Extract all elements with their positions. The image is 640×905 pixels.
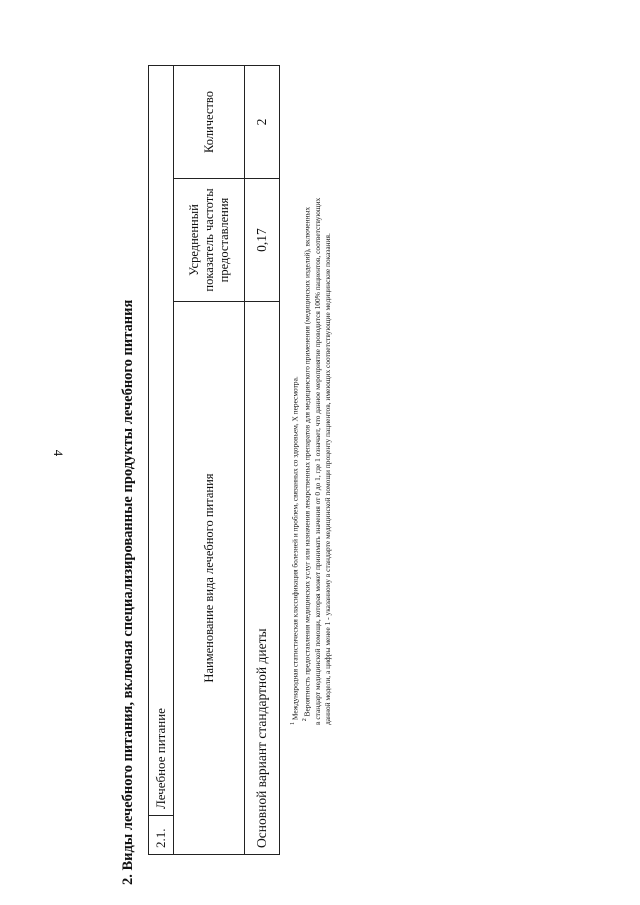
section-row	[149, 66, 174, 855]
footnote-1-text: Международная статистическая классификация болезней и проблем, связанных со здоровьем, X пересмотра.	[290, 376, 300, 721]
section-title: 2. Виды лечебного питания, включая специализированные продукты лечебного питания	[120, 299, 136, 885]
diet-name: Основной вариант стандартной диеты	[245, 302, 280, 855]
footnote-2-cont-2: данной модели, а цифры менее 1 - указанному в стандарте медицинской помощи проценту пациентов, имеющих соответствующие медицинские показания.	[322, 233, 332, 725]
footnote-1-mark: 1	[290, 722, 296, 725]
section-label: Лечебное питание	[149, 66, 174, 816]
section-number: 2.1.	[149, 816, 174, 855]
header-frequency: Усредненный показатель частоты предоставления	[174, 179, 245, 302]
footnote-2-line1: Вероятность предоставления медицинских услуг или назначения лекарственных препаратов для медицинского применения (медицинских изделий), включенных	[302, 206, 312, 717]
footnotes	[288, 85, 333, 725]
footnote-2-cont-1: в стандарт медицинской помощи, которая может принимать значения от 0 до 1, где 1 означает, что данное мероприятие проводится 100% пациентов, соответствующих	[312, 197, 322, 725]
rotated-content	[120, 55, 350, 885]
table-row	[245, 66, 280, 855]
diet-table	[148, 65, 280, 855]
footnote-2	[300, 85, 312, 725]
diet-quantity: 2	[245, 66, 280, 179]
page-number: 4	[51, 449, 66, 457]
header-name: Наименование вида лечебного питания	[174, 302, 245, 855]
footnote-1	[288, 85, 300, 725]
header-row	[174, 66, 245, 855]
diet-frequency: 0,17	[245, 179, 280, 302]
header-quantity: Количество	[174, 66, 245, 179]
footnote-2-mark: 2	[302, 718, 309, 722]
